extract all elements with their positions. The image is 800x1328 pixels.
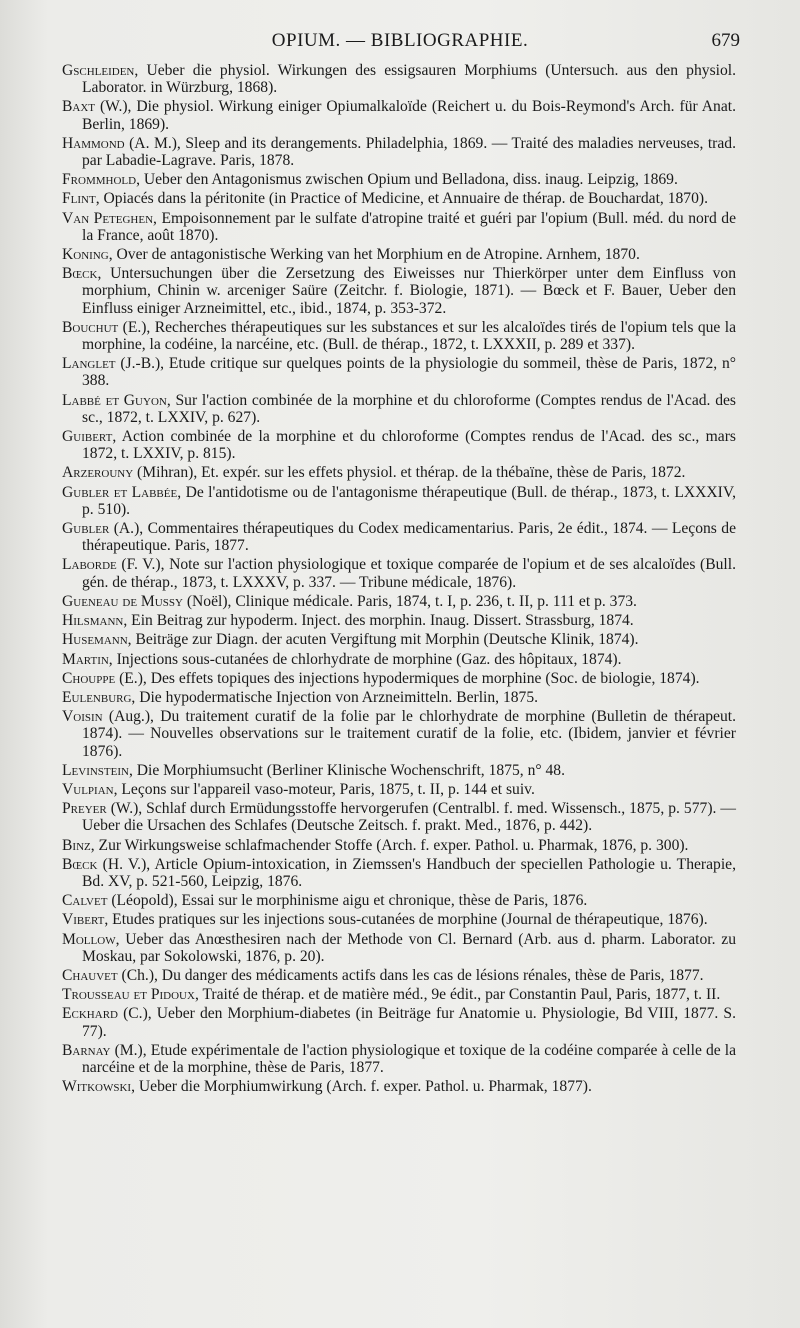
bibliography-entry — [62, 708, 736, 760]
bibliography-entry — [62, 464, 736, 481]
bibliography-entry — [62, 593, 736, 610]
entry-author: Laborde — [62, 556, 117, 574]
entry-text: (A. M.), Sleep and its derangements. Philadelphia, 1869. — Traité des maladies nerveuses, trad. par Labadie-Lagrave. Paris, 1878. — [82, 134, 736, 170]
entry-author: Binz, — [62, 836, 95, 854]
entry-text: (Aug.), Du traitement curatif de la folie par le chlorhydrate de morphine (Bulletin de thérapeut. 1874). — Nouvelles observations sur le traitement curatif de la folie, etc. (Ibidem, janvier et février 1876). — [82, 708, 736, 760]
entry-text: Untersuchungen über die Zersetzung des Eiweisses nur Thierkörper unter dem Einfluss von morphium, Chinin w. arceniger Saüre (Zeitchr. f. Biologie, 1871). — Bœck et F. Bauer, Ueber den Einfluss einiger Arzneimittel, etc., ibid., 1874, p. 353-372. — [82, 265, 736, 317]
running-head: OPIUM. — BIBLIOGRAPHIE. — [271, 30, 529, 51]
entry-author: Bouchut — [62, 318, 119, 336]
bibliography-entry — [62, 1042, 736, 1076]
bibliography-entry — [62, 781, 736, 798]
entry-author: Bœck — [62, 855, 98, 873]
entry-text: Traité de thérap. et de matière méd., 9e édit., par Constantin Paul, Paris, 1877, t. II. — [198, 986, 721, 1004]
entry-author: Preyer — [62, 800, 107, 818]
entry-text: (W.), Die physiol. Wirkung einiger Opiumalkaloïde (Reichert u. du Bois-Reymond's Arch. für Anat. Berlin, 1869). — [82, 98, 736, 133]
bibliography-entry — [62, 1078, 736, 1095]
bibliography-entry — [62, 556, 736, 590]
entry-text: Die hypodermatische Injection von Arzneimitteln. Berlin, 1875. — [135, 688, 539, 706]
entry-author: Frommhold, — [62, 171, 140, 189]
bibliography-entry — [62, 967, 736, 984]
entry-author: Vibert, — [62, 911, 109, 929]
entry-author: Eulenburg, — [62, 688, 136, 706]
entry-text: (Ch.), Du danger des médicaments actifs dans les cas de lésions rénales, thèse de Paris, 1877. — [117, 966, 704, 984]
entry-author: Langlet — [62, 355, 116, 373]
entry-text: (E.), Des effets topiques des injections hypodermiques de morphine (Soc. de biologie, 1874). — [115, 669, 700, 687]
entry-text: Sur l'action combinée de la morphine et du chloroforme (Comptes rendus de l'Acad. des sc., 1872, t. LXXIV, p. 627). — [82, 391, 736, 426]
bibliography-entry — [62, 265, 736, 317]
bibliography-entry — [62, 392, 736, 426]
bibliography-entry — [62, 319, 736, 353]
entry-author: Baxt — [62, 98, 96, 116]
entry-author: Martin, — [62, 650, 113, 668]
entry-text: (F. V.), Note sur l'action physiologique et toxique comparée de l'opium et de ses alcaloïdes (Bull. gén. de thérap., 1873, t. LXXXV, p. 337. — Tribune médicale, 1876). — [82, 556, 736, 591]
entry-author: Gueneau de Mussy — [62, 592, 183, 610]
bibliography-entry — [62, 837, 736, 854]
entry-author: Flint, — [62, 190, 100, 208]
entry-author: Levinstein, — [62, 761, 133, 779]
bibliography-entry — [62, 1005, 736, 1039]
entry-author: Chauvet — [62, 966, 118, 984]
entry-author: Voisin — [62, 708, 103, 726]
entry-text: (M.), Etude expérimentale de l'action physiologique et toxique de la codéine comparée à celle de la narcéine et de la morphine, thèse de Paris, 1877. — [82, 1041, 736, 1076]
entry-text: (C.), Ueber den Morphium-diabetes (in Beiträge fur Anatomie u. Physiologie, Bd VIII, 1877. S. 77). — [82, 1005, 736, 1040]
bibliography-entry — [62, 670, 736, 687]
bibliography-entry — [62, 911, 736, 928]
bibliography-entry — [62, 612, 736, 629]
entry-author: Guibert, — [62, 428, 117, 446]
entry-text: (J.-B.), Etude critique sur quelques points de la physiologie du sommeil, thèse de Paris, 1872, n° 388. — [82, 355, 736, 390]
entry-author: Gubler — [62, 520, 110, 538]
entry-text: Ueber die Morphiumwirkung (Arch. f. exper. Pathol. u. Pharmak, 1877). — [135, 1078, 592, 1096]
entry-text: Zur Wirkungsweise schlafmachender Stoffe (Arch. f. exper. Pathol. u. Pharmak, 1876, p. 300). — [94, 836, 689, 854]
entry-text: Beiträge zur Diagn. der acuten Vergiftung mit Morphin (Deutsche Klinik, 1874). — [131, 631, 639, 649]
entry-text: Over de antagonistische Werking van het Morphium en de Atropine. Arnhem, 1870. — [112, 246, 640, 264]
entry-author: Gubler et Labbée, — [62, 483, 182, 501]
entry-author: Bœck, — [62, 265, 102, 283]
bibliography-list — [62, 62, 736, 1097]
bibliography-entry — [62, 190, 736, 207]
bibliography-entry — [62, 800, 736, 834]
bibliography-entry — [62, 631, 736, 648]
entry-author: Koning, — [62, 246, 113, 264]
bibliography-entry — [62, 689, 736, 706]
entry-text: Leçons sur l'appareil vaso-moteur, Paris, 1875, t. II, p. 144 et suiv. — [117, 780, 535, 798]
bibliography-entry — [62, 762, 736, 779]
bibliography-entry — [62, 428, 736, 462]
entry-text: Opiacés dans la péritonite (in Practice of Medicine, et Annuaire de thérap. de Bouchardat, 1870). — [99, 190, 708, 208]
entry-text: Ueber die physiol. Wirkungen des essigsauren Morphiums (Untersuch. aus den physiol. Laborator. in Würzburg, 1868). — [82, 62, 736, 97]
entry-author: Gschleiden, — [62, 62, 139, 79]
bibliography-entry — [62, 62, 736, 96]
entry-text: Ueber das Anœsthesiren nach der Methode von Cl. Bernard (Arb. aus d. pharm. Laborator. zu Moskau, par Sokolowski, 1876, p. 20). — [82, 930, 736, 965]
entry-author: Mollow, — [62, 930, 120, 948]
entry-author: Hammond — [62, 134, 125, 152]
bibliography-entry — [62, 520, 736, 554]
bibliography-entry — [62, 355, 736, 389]
bibliography-entry — [62, 98, 736, 132]
entry-text: (E.), Recherches thérapeutiques sur les substances et sur les alcaloïdes tirés de l'opium tels que la morphine, la codéine, la narcéine, etc. (Bull. de thérap., 1872, t. LXXXII, p. 289 et 337). — [82, 318, 736, 354]
entry-text: Etudes pratiques sur les injections sous-cutanées de morphine (Journal de thérapeutique, 1876). — [108, 911, 708, 929]
entry-text: Empoisonnement par le sulfate d'atropine traité et guéri par l'opium (Bull. méd. du nord de la France, août 1870). — [82, 209, 737, 244]
entry-text: (Léopold), Essai sur le morphinisme aigu et chronique, thèse de Paris, 1876. — [107, 892, 588, 910]
entry-text: Injections sous-cutanées de chlorhydrate de morphine (Gaz. des hôpitaux, 1874). — [112, 650, 622, 668]
bibliography-entry — [62, 484, 736, 518]
entry-author: Labbé et Guyon, — [62, 391, 171, 409]
bibliography-entry — [62, 892, 736, 909]
entry-text: Die Morphiumsucht (Berliner Klinische Wochenschrift, 1875, n° 48. — [132, 761, 565, 779]
entry-text: (W.), Schlaf durch Ermüdungsstoffe hervorgerufen (Centralbl. f. med. Wissensch., 1875, p. 577). — Ueber die Ursachen des Schlafes (Deutsche Zeitsch. f. prakt. Med., 1876, p. 442). — [82, 800, 736, 835]
entry-author: Hilsmann, — [62, 612, 128, 630]
entry-author: Chouppe — [62, 669, 116, 687]
entry-text: (Noël), Clinique médicale. Paris, 1874, t. I, p. 236, t. II, p. 111 et p. 373. — [182, 592, 637, 610]
page-number: 679 — [711, 30, 740, 51]
bibliography-entry — [62, 651, 736, 668]
entry-text: Action combinée de la morphine et du chloroforme (Comptes rendus de l'Acad. des sc., mars 1872, t. LXXIV, p. 815). — [82, 428, 736, 463]
entry-author: Husemann, — [62, 631, 132, 649]
bibliography-entry — [62, 931, 736, 965]
page-header — [60, 30, 740, 58]
entry-author: Vulpian, — [62, 780, 118, 798]
bibliography-entry — [62, 246, 736, 263]
bibliography-entry — [62, 135, 736, 169]
bibliography-entry — [62, 856, 736, 890]
entry-text: Ueber den Antagonismus zwischen Opium und Belladona, diss. inaug. Leipzig, 1869. — [139, 171, 678, 189]
entry-author: Witkowski, — [62, 1078, 135, 1096]
entry-text: (Mihran), Et. expér. sur les effets physiol. et thérap. de la thébaïne, thèse de Paris, 1872. — [133, 464, 686, 482]
entry-author: Eckhard — [62, 1005, 118, 1023]
entry-author: Arzerouny — [62, 464, 134, 482]
entry-author: Van Peteghen, — [62, 209, 157, 227]
entry-text: (A.), Commentaires thérapeutiques du Codex medicamentarius. Paris, 2e édit., 1874. — Leçons de thérapeutique. Paris, 1877. — [82, 520, 736, 555]
entry-author: Trousseau et Pidoux, — [62, 986, 199, 1004]
entry-author: Calvet — [62, 892, 108, 910]
entry-text: De l'antidotisme ou de l'antagonisme thérapeutique (Bull. de thérap., 1873, t. LXXXIV, p. 510). — [82, 483, 736, 518]
bibliography-entry — [62, 210, 736, 244]
bibliography-entry — [62, 171, 736, 188]
entry-text: Ein Beitrag zur hypoderm. Inject. des morphin. Inaug. Dissert. Strassburg, 1874. — [127, 612, 634, 630]
entry-text: (H. V.), Article Opium-intoxication, in Ziemssen's Handbuch der speciellen Pathologie u. Therapie, Bd. XV, p. 521-560, Leipzig, 1876. — [82, 855, 736, 890]
entry-author: Barnay — [62, 1041, 111, 1059]
bibliography-entry — [62, 986, 736, 1003]
